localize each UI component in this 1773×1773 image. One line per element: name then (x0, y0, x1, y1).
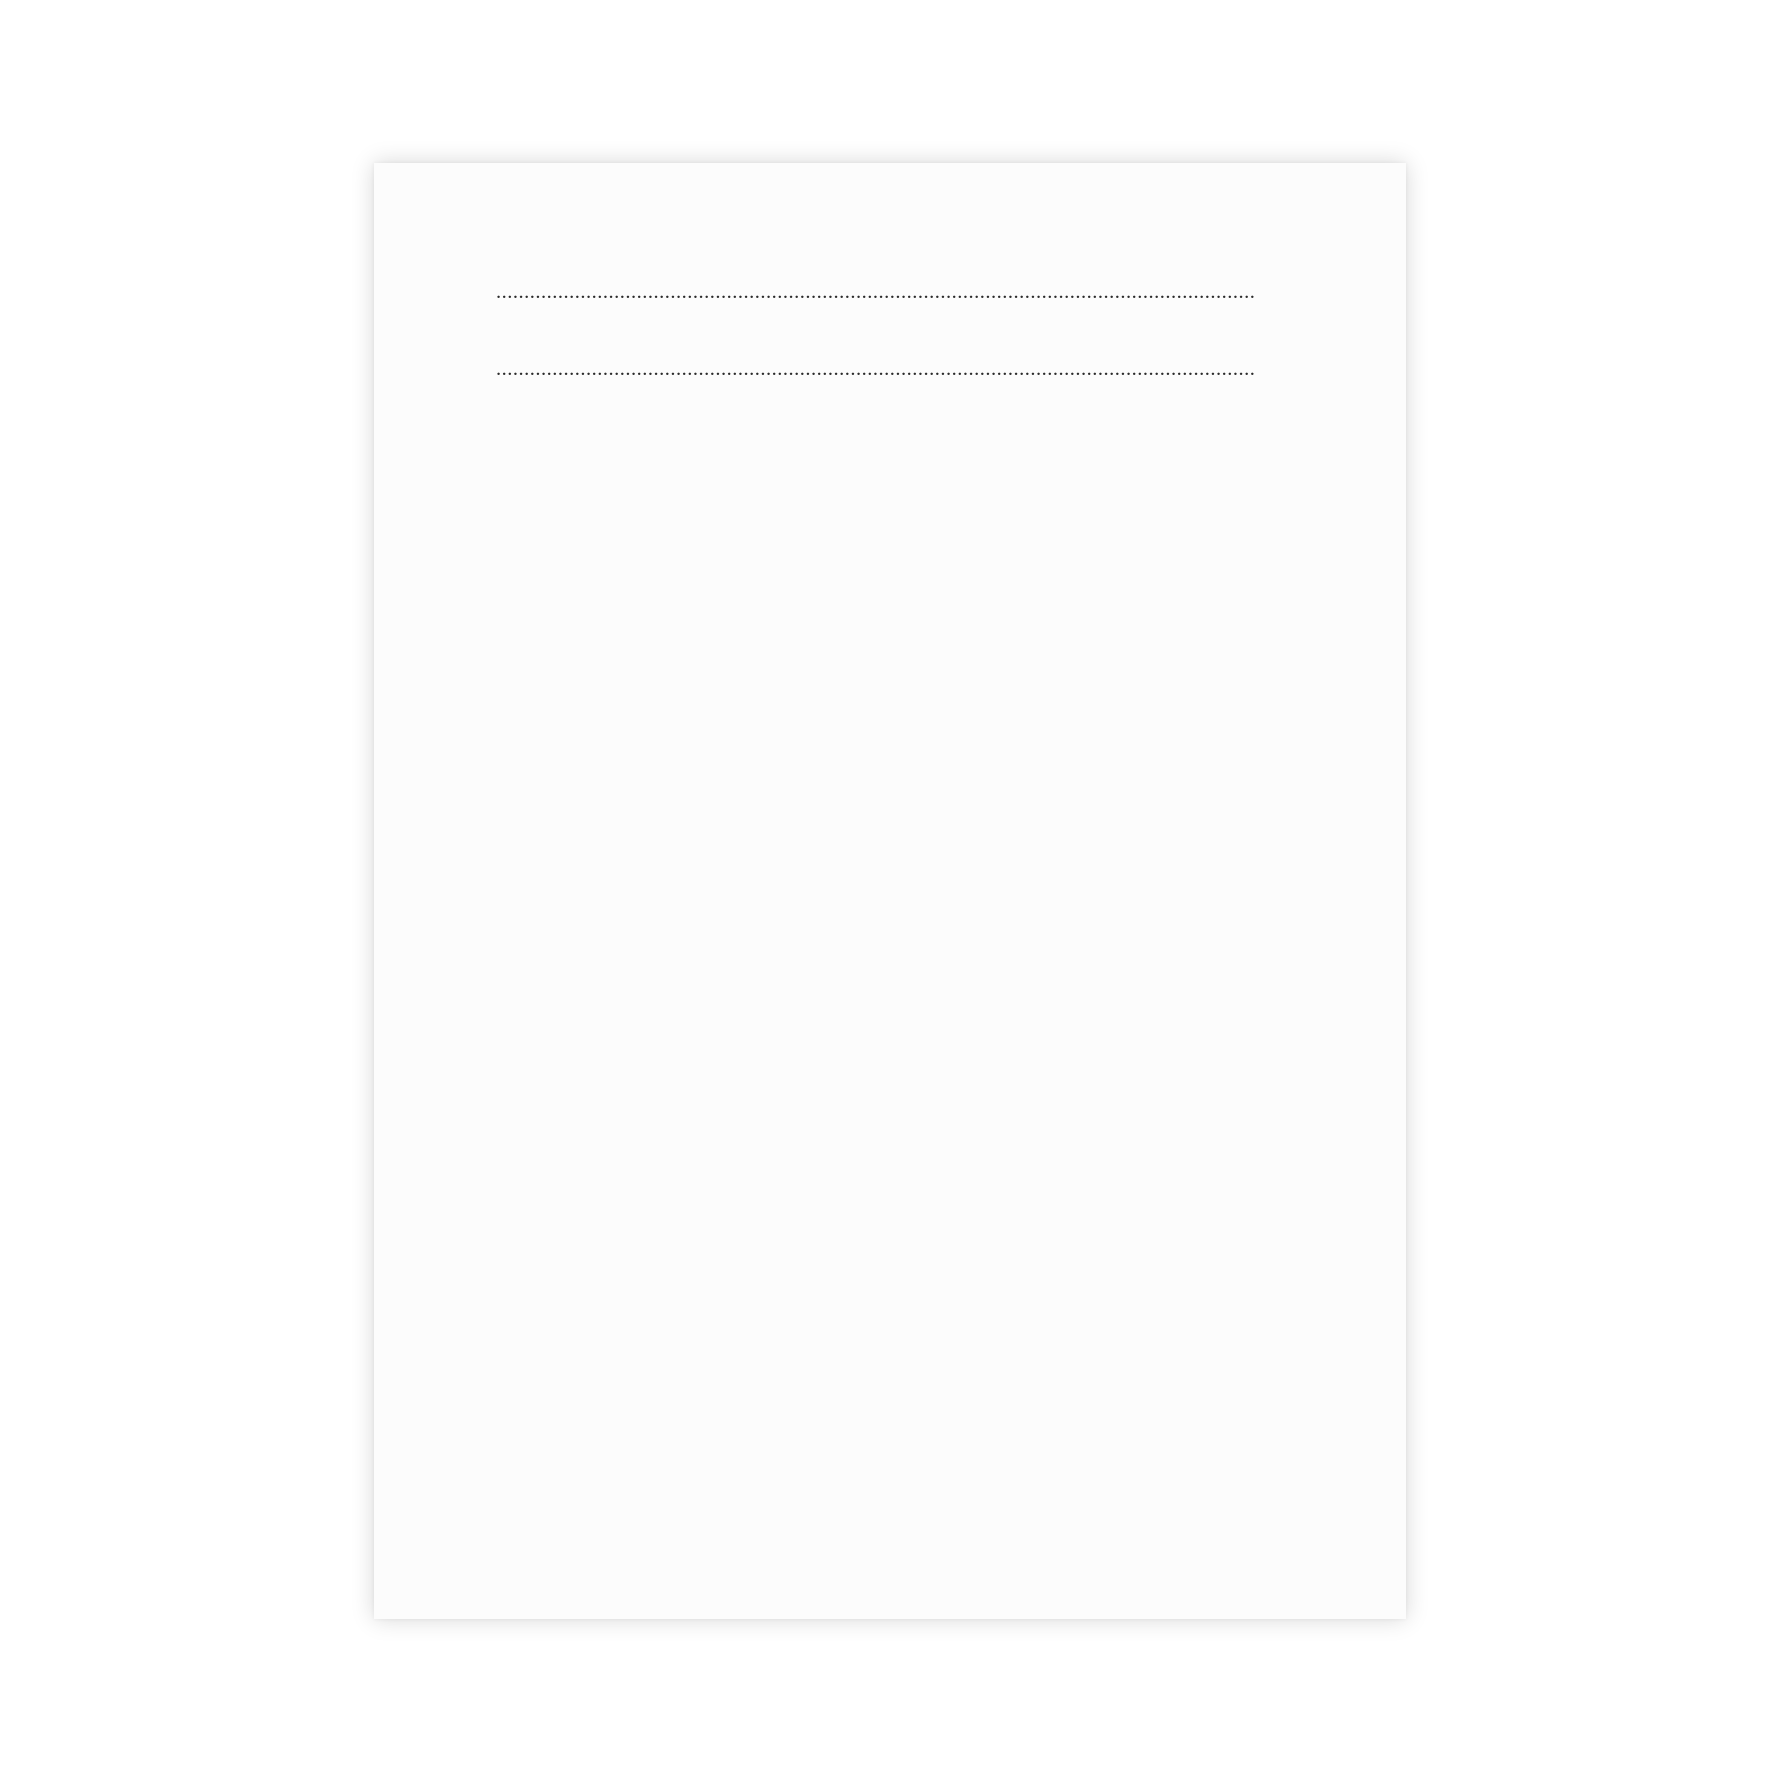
dot-leader (496, 280, 1255, 305)
toc-heading-ii[interactable] (494, 273, 1257, 311)
toc-priedai-title (494, 311, 1257, 350)
table-of-contents (494, 273, 1257, 388)
toc-entry-priedai-1[interactable] (494, 350, 1257, 389)
document-page (374, 163, 1406, 1619)
dot-leader (496, 350, 1255, 389)
